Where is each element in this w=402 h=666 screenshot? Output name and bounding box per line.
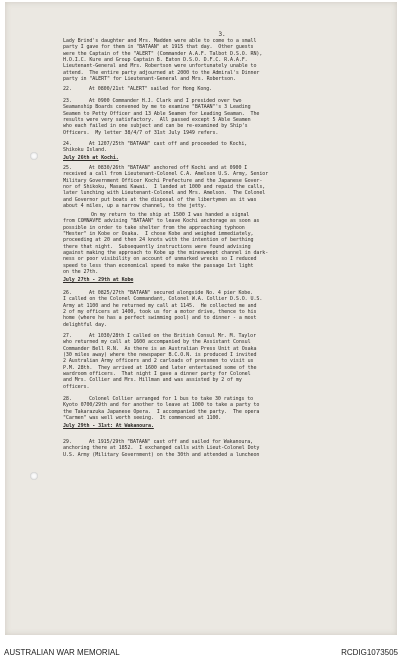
paragraph-number: 22. — [63, 86, 72, 92]
text-line: proceeding at 20 and then 24 knots with the intention of berthing — [63, 237, 254, 244]
text-line: Lieutenant-General and Mrs. Robertson were unfortunately unable to — [63, 63, 257, 70]
text-line: Shikoku Island. — [63, 147, 107, 154]
paragraph — [63, 439, 381, 458]
text-line: officers. — [63, 383, 90, 390]
text-line: I called on the Colonel Commandant, Colonel W.A. Collier D.S.O. U.S. — [63, 296, 263, 303]
text-line: anchoring there at 1852. I exchanged calls with Lieut-Colonel Doty — [63, 445, 260, 452]
text-line: received a call from Lieutenant-Colonel C.A. Amelson U.S. Army, Senior — [63, 171, 269, 178]
paragraph-number: 29. — [63, 439, 72, 445]
section-heading-text: July 27th - 29th at Kobe — [63, 277, 134, 283]
text-line: On my return to the ship at 1500 I was handed a signal — [91, 212, 250, 218]
text-line: 22. At 0800/21st "ALERT" sailed for Hong Kong. — [63, 86, 213, 92]
text-line: U.S. Army (Military Government) on the 30th and attended a luncheon — [63, 451, 260, 458]
footer — [0, 636, 402, 666]
paragraph-number: 27. — [63, 333, 72, 339]
text-line: Army at 1100 and he returned my call at 1145. He collected me and — [63, 302, 257, 309]
text-line: 2 Australian Army officers and 2 carloads of pressmen to visit us — [63, 358, 254, 365]
text-line: the Takarazuka Japanese Opera. I accompanied the party. The opera — [63, 408, 260, 415]
paragraph — [63, 86, 381, 92]
text-line: later lunching with Lieutenant-Colonel and Mrs. Amelson. The Colonel — [63, 190, 266, 197]
text-line: Military Government Officer Kochi Prefecture and the Japanese Gover- — [63, 177, 263, 184]
text-line: party I gave for them in "BATAAN" at 1915 that day. Other guests — [63, 44, 254, 51]
text-line: against making the approach to Kobe up the minesweept channel in dark- — [63, 250, 269, 257]
text-line: 28. Colonel Collier arranged for 1 bus to take 30 ratings to — [63, 396, 254, 402]
text-line: 23. At 0900 Commander H.J. Clark and I presided over two — [63, 98, 242, 104]
paragraph-number: 23. — [63, 98, 72, 104]
document-sheet — [5, 2, 397, 635]
paragraph — [63, 141, 381, 154]
paragraph — [63, 98, 381, 136]
text-line: Commander Bell R.N. As there is an Australian Press Unit at Osaka — [63, 345, 257, 352]
text-line: wardroom officers. That night I gave a dinner party for Colonel — [63, 371, 251, 378]
paragraph — [63, 290, 381, 328]
paragraph-number: 26. — [63, 290, 72, 296]
page-number: 3. — [218, 31, 226, 38]
text-line: H.O.I.C. Kure and Group Captain B. Eaton D.S.O. D.F.C. R.A.A.F. — [63, 57, 248, 64]
section-heading-text: July 26th at Kochi. — [63, 155, 119, 161]
text-line: 26. At 0825/27th "BATAAN" secured alongside No. 4 pier Kobe. — [63, 290, 254, 296]
text-line: Lady Brind's daughter and Mrs. Madden were able to come to a small — [63, 38, 257, 44]
text-line: and Mrs. Collier and Mrs. Hillman and was assisted by 2 of my — [63, 377, 242, 384]
text-line: speed to less than economical speed to make the passage 1st light — [63, 262, 254, 269]
text-line: (30 miles away) where the newspaper B.C.O.N. is produced I invited — [63, 352, 257, 359]
text-line: there that night. Subsequently instructions were found advising — [63, 243, 251, 250]
text-line: ness or poor visibility on account of unmarked wrecks so I reduced — [63, 256, 257, 263]
text-line: results were very satisfactory. All passed except 5 Able Seamen — [63, 117, 251, 124]
text-line: "Carmen" was well worth seeing. It commenced at 1100. — [63, 415, 222, 422]
text-line: 29. At 1915/29th "BATAAN" cast off and sailed for Wakanoura, — [63, 439, 254, 445]
text-line: party in "ALERT" for Lieutenant-General and Mrs. Robertson. — [63, 76, 236, 83]
text-line: on the 27th. — [63, 269, 99, 276]
text-line: P.M. 28th. They arrived at 1600 and later entertained some of the — [63, 364, 257, 371]
paragraph — [63, 396, 381, 421]
text-line: 25. At 0830/26th "BATAAN" anchored off Kochi and at 0900 I — [63, 165, 248, 171]
section-heading — [63, 277, 381, 283]
text-line: about 4 miles, up a narrow channel, to the jetty. — [63, 203, 207, 210]
paragraph — [63, 165, 381, 209]
paragraph-number: 28. — [63, 396, 72, 402]
text-line: who each failed in one subject and can be re-examined by Ship's — [63, 123, 248, 130]
section-heading — [63, 423, 381, 429]
text-line: possible in order to take shelter from the approaching typhoon — [63, 224, 245, 231]
text-line: Officers. My letter 38/4/7 of 31st July 1949 refers. — [63, 129, 219, 136]
punch-hole — [30, 152, 38, 160]
text-line: Seamanship Boards convened by me to examine "BATAAN"'s 3 Leading — [63, 104, 251, 111]
section-heading — [63, 155, 381, 161]
paragraph — [63, 333, 381, 390]
paragraph — [63, 212, 381, 275]
punch-hole — [30, 472, 38, 480]
section-heading-text: July 29th - 31st: At Wakanoura. — [63, 423, 154, 429]
text-line: Seamen to Petty Officer and 13 Able Seamen for Leading Seaman. The — [63, 110, 260, 117]
archive-name: AUSTRALIAN WAR MEMORIAL — [4, 648, 120, 657]
text-line: home (where he has a perfect swimming pool) and to dinner - a most — [63, 315, 257, 322]
text-line: from COMNAVFE advising "BATAAN" to leave Kochi anchorage as soon as — [63, 218, 260, 225]
paragraph-number: 25. — [63, 165, 72, 171]
text-line: attend. The entire party adjourned at 2000 to the Admiral's Dinner — [63, 69, 260, 76]
paragraph — [63, 38, 381, 82]
text-line: who returned my call at 1600 accompanied by the Assistant Consul — [63, 339, 251, 346]
paragraph-number: 24. — [63, 141, 72, 147]
text-line: "Hester" in Kobe or Osaka. I chose Kobe and weighed immediately, — [63, 231, 254, 238]
text-line: delightful day. — [63, 321, 107, 328]
text-line: and Governor put boats at the disposal of the libertymen as it was — [63, 196, 257, 203]
text-line: 24. At 1207/25th "BATAAN" cast off and proceeded to Kochi, — [63, 141, 248, 147]
text-line: were the Captain of the "ALERT" (Commander A.A.F. Talbot D.S.O. RN), — [63, 50, 263, 57]
text-line: Kyoto 0700/29th and for another to leave at 1000 to take a party to — [63, 402, 260, 409]
text-line: 2 of my officers at 1400, took us for a motor drive, thence to his — [63, 309, 257, 316]
record-id: RCDIG1073505 — [341, 648, 398, 657]
text-line: 27. At 1030/28th I called on the British Consul Mr. M. Taylor — [63, 333, 257, 339]
text-line: nor of Shikoku, Masami Kawai. I landed at 1000 and repaid the calls, — [63, 184, 266, 191]
